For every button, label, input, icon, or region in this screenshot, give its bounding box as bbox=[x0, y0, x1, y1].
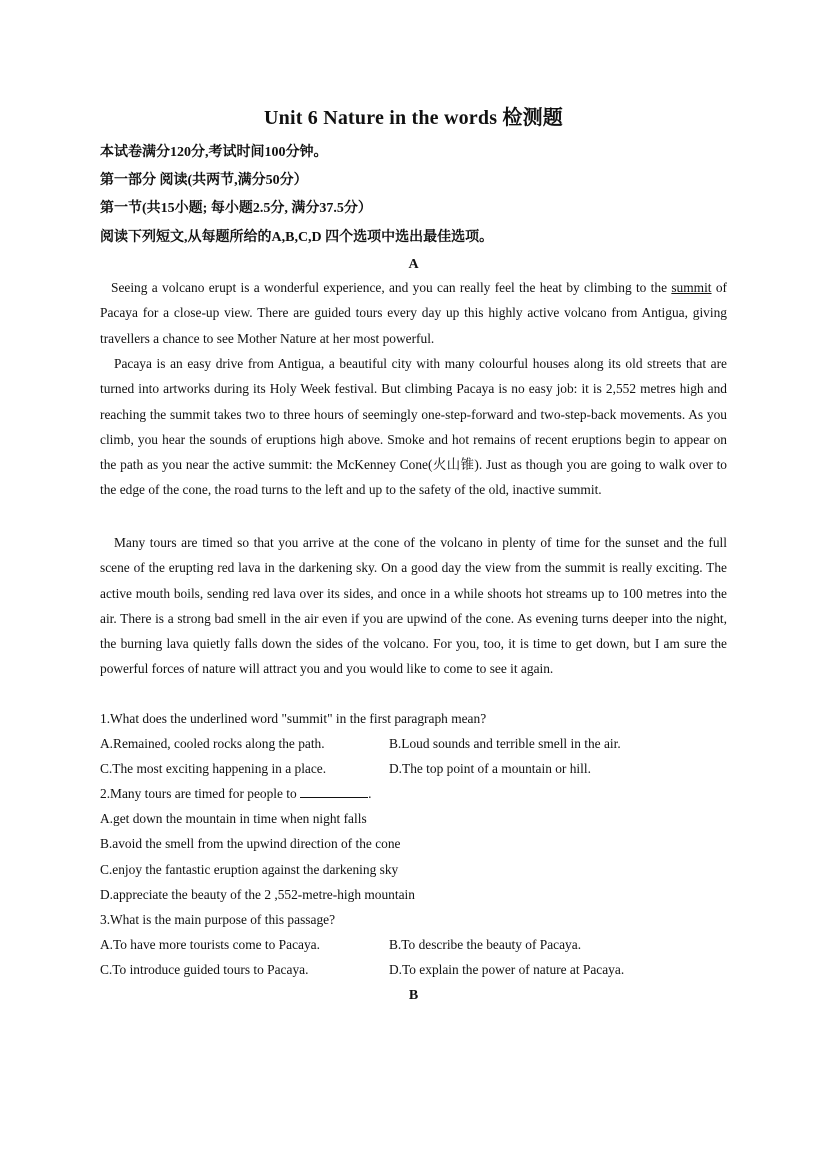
question-2-option-d: D.appreciate the beauty of the 2 ,552-metre-high mountain bbox=[100, 887, 415, 902]
section-heading: 第一节(共15小题; 每小题2.5分, 满分37.5分） bbox=[100, 201, 372, 216]
question-2-option-a: A.get down the mountain in time when night falls bbox=[100, 811, 367, 826]
question-2-option-b: B.avoid the smell from the upwind direction of the cone bbox=[100, 836, 401, 851]
part-heading: 第一部分 阅读(共两节,满分50分） bbox=[100, 173, 308, 188]
exam-info: 本试卷满分120分,考试时间100分钟。 bbox=[100, 145, 328, 160]
page-title: Unit 6 Nature in the words 检测题 bbox=[264, 107, 563, 129]
paragraph-text: of Pacaya for a close-up view. There are guided tours every day up this highly active volcano from Antigua, giving travellers a chance to see Mother Nature at her most powerful. bbox=[100, 280, 727, 346]
question-1-stem: 1.What does the underlined word "summit" in the first paragraph mean? bbox=[100, 711, 487, 726]
question-2-stem bbox=[100, 786, 371, 802]
passage-a-paragraph-3: Many tours are timed so that you arrive at the cone of the volcano in plenty of time for the sunset and the full scene of the erupting red lava in the darkening sky. On a good day the view from the summit is really exciting. The active mouth boils, sending red lava over its sides, and once in a while shoots hot streams up to 100 metres into the air. There is a strong bad smell in the air even if you are upwind of the cone. As evening turns deeper into the night, the burning lava quietly falls down the sides of the volcano. For you, too, it is time to get down, but I am sure the powerful forces of nature will attract you and you would like to come to see it again. bbox=[100, 535, 727, 677]
passage-a-paragraph-1 bbox=[100, 275, 727, 351]
question-2-option-c: C.enjoy the fantastic eruption against the darkening sky bbox=[100, 862, 399, 877]
passage-b-label: B bbox=[408, 988, 419, 1003]
question-1-option-a: A.Remained, cooled rocks along the path. bbox=[100, 736, 325, 751]
question-3-option-c: C.To introduce guided tours to Pacaya. bbox=[100, 962, 309, 977]
underlined-word: summit bbox=[671, 280, 712, 295]
question-1-option-b: B.Loud sounds and terrible smell in the air. bbox=[389, 736, 621, 751]
passage-a-label: A bbox=[408, 257, 419, 272]
paragraph-text: Seeing a volcano erupt is a wonderful experience, and you can really feel the heat by climbing to the bbox=[111, 280, 672, 295]
passage-a-paragraph-2: Pacaya is an easy drive from Antigua, a beautiful city with many colourful houses along its old streets that are turned into artworks during its Holy Week festival. But climbing Pacaya is no easy job: it is 2,552 metres high and reaching the summit takes two to three hours of seemingly one-step-forward and two-step-back movements. As you climb, you hear the sounds of eruptions high above. Smoke and hot remains of recent eruptions begin to appear on the path as you near the active summit: the McKenney Cone(火山锥). Just as though you are going to walk over to the edge of the cone, the road turns to the left and up to the safety of the old, inactive summit. bbox=[100, 356, 727, 498]
question-3-option-b: B.To describe the beauty of Pacaya. bbox=[389, 937, 582, 952]
question-3-stem: 3.What is the main purpose of this passage? bbox=[100, 912, 336, 927]
question-1-option-c: C.The most exciting happening in a place. bbox=[100, 761, 327, 776]
instructions: 阅读下列短文,从每题所给的A,B,C,D 四个选项中选出最佳选项。 bbox=[100, 230, 494, 245]
question-3-option-d: D.To explain the power of nature at Pacaya. bbox=[389, 962, 625, 977]
question-3-option-a: A.To have more tourists come to Pacaya. bbox=[100, 937, 320, 952]
question-1-option-d: D.The top point of a mountain or hill. bbox=[389, 761, 591, 776]
question-text: . bbox=[368, 786, 372, 801]
answer-blank bbox=[300, 786, 368, 798]
question-text: 2.Many tours are timed for people to bbox=[100, 786, 301, 801]
